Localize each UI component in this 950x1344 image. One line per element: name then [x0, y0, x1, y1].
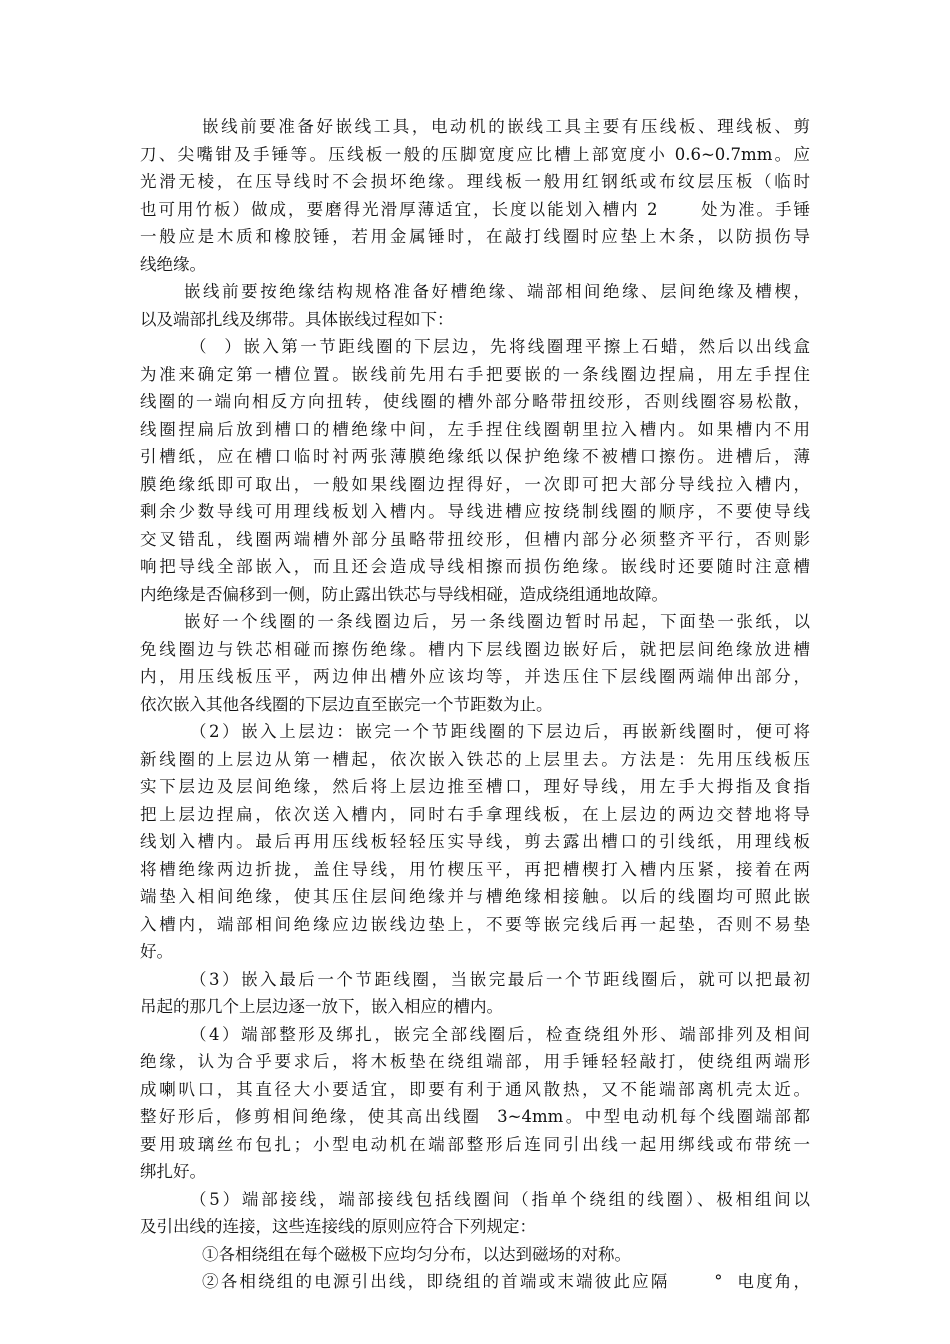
text-line: （4）端部整形及绑扎，嵌完全部线圈后，检查绕组外形、端部排列及相间	[190, 1024, 810, 1044]
para-step5	[140, 1186, 810, 1241]
text-line: 线划入槽内。最后再用压线板轻轻压实导线，剪去露出槽口的引线纸，用理线板	[140, 832, 810, 851]
text-line: 端垫入相间绝缘，使其压住层间绝缘并与槽绝缘相接触。以后的线圈均可照此嵌	[140, 887, 810, 906]
text-line: 膜绝缘纸即可取出，一般如果线圈边捏得好，一次即可把大部分导线拉入槽内，	[140, 474, 810, 494]
text-line: 一般应是木质和橡胶锤，若用金属锤时，在敲打线圈时应垫上木条，以防损伤导	[140, 227, 810, 246]
para-insulation	[140, 278, 810, 333]
text-line: （3）嵌入最后一个节距线圈，当嵌完最后一个节距线圈后，就可以把最初	[190, 969, 810, 989]
text-line: （5）端部接线，端部接线包括线圈间（指单个绕组的线圈）、极相组间以	[190, 1189, 810, 1209]
text-line: （ ）嵌入第一节距线圈的下层边，先将线圈理平擦上石蜡，然后以出线盒	[190, 337, 810, 356]
text-line: ②各相绕组的电源引出线，即绕组的首端或末端彼此应隔 ° 电度角，	[202, 1272, 810, 1291]
para-step3	[140, 966, 810, 1021]
text-line: 刀、尖嘴钳及手锤等。压线板一般的压脚宽度应比槽上部宽度小 0.6~0.7mm。应	[140, 144, 810, 164]
text-line: 绑扎好。	[140, 1162, 206, 1181]
text-line: 把上层边捏扁，依次送入槽内，同时右手拿理线板，在上层边的两边交替地将导	[140, 804, 810, 824]
text-line: 线绝缘。	[140, 254, 206, 274]
text-line: 新线圈的上层边从第一槽起，依次嵌入铁芯的上层里去。方法是：先用压线板压	[140, 749, 810, 769]
para-step4	[140, 1021, 810, 1186]
para-after-first	[140, 608, 810, 718]
text-line: 嵌线前要按绝缘结构规格准备好槽绝缘、端部相间绝缘、层间绝缘及槽楔，	[184, 282, 810, 301]
text-line: 依次嵌入其他各线圈的下层边直至嵌完一个节距数为止。	[140, 694, 553, 714]
text-line: 内，用压线板压平，两边伸出槽外应该均等，并迭压住下层线圈两端伸出部分，	[140, 667, 810, 686]
text-line: 整好形后，修剪相间绝缘，使其高出线圈 3~4mm。中型电动机每个线圈端部都	[140, 1107, 810, 1126]
document-page	[140, 113, 810, 1296]
text-line: 响把导线全部嵌入，而且还会造成导线相擦而损伤绝缘。嵌线时还要随时注意槽	[140, 557, 810, 576]
text-line: 剩余少数导线可用理线板划入槽内。导线进槽应按绕制线圈的顺序，不要使导线	[140, 502, 810, 521]
text-line: 好。	[140, 942, 173, 961]
text-line: 为准来确定第一槽位置。嵌线前先用右手把要嵌的一条线圈边捏扁，用左手捏住	[140, 364, 810, 384]
text-line: 交叉错乱，线圈两端槽外部分虽略带扭绞形，但槽内部分必须整齐平行，否则影	[140, 529, 810, 549]
text-line: ①各相绕组在每个磁极下应均匀分布，以达到磁场的对称。	[202, 1244, 631, 1264]
text-line: 内绝缘是否偏移到一侧，防止露出铁芯与导线相碰，造成绕组通地故障。	[140, 584, 668, 604]
text-line: 嵌线前要准备好嵌线工具，电动机的嵌线工具主要有压线板、理线板、剪	[202, 117, 810, 136]
text-line: 入槽内，端部相间绝缘应边嵌线边垫上，不要等嵌完线后再一起垫，否则不易垫	[140, 914, 810, 934]
text-line: 免线圈边与铁芯相碰而擦伤绝缘。槽内下层线圈边嵌好后，就把层间绝缘放进槽	[140, 639, 810, 659]
text-line: 以及端部扎线及绑带。具体嵌线过程如下：	[140, 309, 454, 329]
text-line: 将槽绝缘两边折拢，盖住导线，用竹楔压平，再把槽楔打入槽内压紧，接着在两	[140, 859, 810, 879]
text-line: （2）嵌入上层边：嵌完一个节距线圈的下层边后，再嵌新线圈时，便可将	[190, 722, 810, 741]
text-line: 光滑无棱，在压导线时不会损坏绝缘。理线板一般用红钢纸或布纹层压板（临时	[140, 172, 810, 191]
para-step1	[140, 333, 810, 608]
text-line: 嵌好一个线圈的一条线圈边后，另一条线圈边暂时吊起，下面垫一张纸，以	[184, 612, 810, 631]
para-tools	[140, 113, 810, 278]
text-line: 及引出线的连接，这些连接线的原则应符合下列规定：	[140, 1217, 536, 1236]
para-rule1	[140, 1241, 810, 1269]
text-line: 实下层边及层间绝缘，然后将上层边推至槽口，理好导线，用左手大拇指及食指	[140, 777, 810, 796]
text-line: 要用玻璃丝布包扎；小型电动机在端部整形后连同引出线一起用绑线或布带统一	[140, 1134, 810, 1154]
text-line: 引槽纸，应在槽口临时衬两张薄膜绝缘纸以保护绝缘不被槽口擦伤。进槽后，薄	[140, 447, 810, 466]
text-line: 线圈的一端向相反方向扭转，使线圈的槽外部分略带扭绞形，否则线圈容易松散，	[140, 392, 810, 411]
para-step2	[140, 718, 810, 966]
text-line: 线圈捏扁后放到槽口的槽绝缘中间，左手捏住线圈朝里拉入槽内。如果槽内不用	[140, 419, 810, 439]
text-line: 成喇叭口，其直径大小要适宜，即要有利于通风散热，又不能端部离机壳太近。	[140, 1079, 810, 1099]
text-line: 也可用竹板）做成，要磨得光滑厚薄适宜，长度以能划入槽内 2 处为准。手锤	[140, 199, 810, 219]
text-line: 吊起的那几个上层边逐一放下，嵌入相应的槽内。	[140, 997, 503, 1016]
para-rule2	[140, 1268, 810, 1296]
text-line: 绝缘，认为合乎要求后，将木板垫在绕组端部，用手锤轻轻敲打，使绕组两端形	[140, 1052, 810, 1071]
